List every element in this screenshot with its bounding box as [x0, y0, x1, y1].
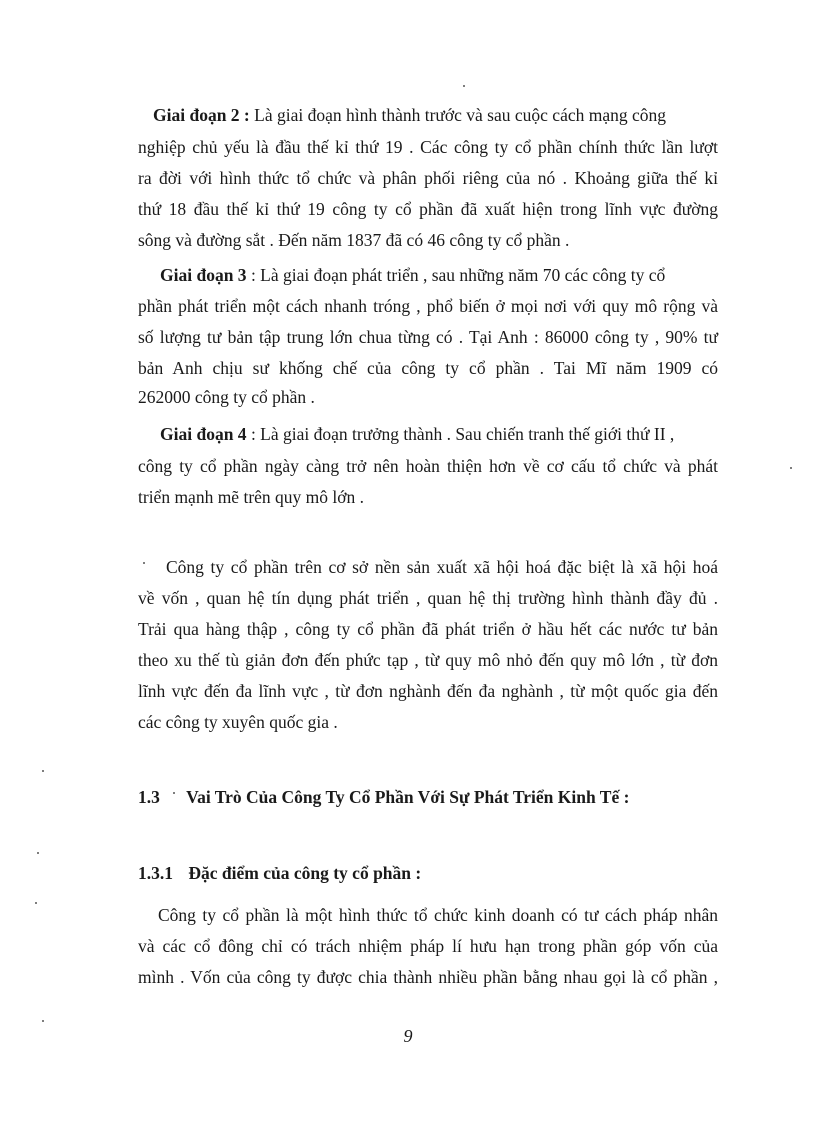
scan-speck: [173, 792, 175, 794]
scan-speck: [37, 852, 39, 854]
scan-speck: [463, 85, 465, 87]
stage2-text: Là giai đoạn hình thành trước và sau cuộc cách mạng công: [254, 105, 666, 125]
scan-speck: [42, 770, 44, 772]
stage3-line-2: phần phát triển một cách nhanh tróng , phổ biến ở mọi nơi với quy mô rộng và: [138, 296, 718, 316]
stage3-line-5: 262000 công ty cổ phần .: [138, 387, 315, 407]
summary-line-5: lĩnh vực đến đa lĩnh vực , từ đơn nghành đến đa nghành , từ một quốc gia đến: [138, 681, 718, 701]
stage4-line-2: công ty cổ phần ngày càng trở nên hoàn thiện hơn về cơ cấu tổ chức và phát: [138, 456, 718, 476]
summary-line-4: theo xu thế tù giản đơn đến phức tạp , từ quy mô nhỏ đến quy mô lớn , từ đơn: [138, 650, 718, 670]
stage4-line-1: [160, 423, 718, 445]
stage3-line-1: [160, 264, 718, 286]
summary-line-6: các công ty xuyên quốc gia .: [138, 712, 338, 732]
section-1-3-title: Vai Trò Của Công Ty Cổ Phần Với Sự Phát Triển Kinh Tế :: [186, 787, 630, 807]
stage2-line-2: nghiệp chủ yếu là đầu thế kỉ thứ 19 . Các công ty cổ phần chính thức lần lượt: [138, 137, 718, 157]
stage4-label: Giai đoạn 4: [160, 424, 247, 444]
stage2-label: Giai đoạn 2 :: [153, 105, 250, 125]
summary-line-2: về vốn , quan hệ tín dụng phát triển , quan hệ thị trường hình thành đầy đủ .: [138, 588, 718, 608]
section-1-3-number: 1.3: [138, 787, 160, 807]
features-line-3: mình . Vốn của công ty được chia thành nhiều phần bằng nhau gọi là cổ phần ,: [138, 967, 718, 987]
scan-speck: [790, 467, 792, 469]
scan-speck: [35, 902, 37, 904]
section-1-3-1-title: Đặc điểm của công ty cổ phần :: [188, 863, 422, 883]
stage4-line-3: triển mạnh mẽ trên quy mô lớn .: [138, 487, 365, 507]
stage3-line-3: số lượng tư bản tập trung lớn chua từng có . Tại Anh : 86000 công ty , 90% tư: [138, 327, 718, 347]
section-1-3-1-heading: [138, 862, 421, 884]
summary-line-3: Trải qua hàng thập , công ty cổ phần đã phát triển ở hầu hết các nước tư bản: [138, 619, 718, 639]
section-1-3-1-number: 1.3.1: [138, 863, 173, 883]
scan-speck: [42, 1020, 44, 1022]
page-number: 9: [403, 1026, 413, 1046]
stage3-label: Giai đoạn 3: [160, 265, 247, 285]
features-line-1: Công ty cổ phần là một hình thức tổ chức kinh doanh có tư cách pháp nhân: [158, 905, 718, 925]
summary-line-1: Công ty cổ phần trên cơ sở nền sản xuất xã hội hoá đặc biệt là xã hội hoá: [166, 557, 718, 577]
section-1-3-heading: [138, 786, 629, 808]
scan-speck: [143, 562, 145, 564]
features-line-2: và các cổ đông chỉ có trách nhiệm pháp lí hưu hạn trong phần góp vốn của: [138, 936, 718, 956]
stage2-line-4: thứ 18 đầu thế kỉ thứ 19 công ty cổ phần đã xuất hiện trong lĩnh vực đường: [138, 199, 718, 219]
stage3-text: : Là giai đoạn phát triển , sau những năm 70 các công ty cổ: [250, 265, 666, 285]
stage2-line-5: sông và đường sắt . Đến năm 1837 đã có 46 công ty cổ phần .: [138, 230, 570, 250]
stage2-line-3: ra đời với hình thức tổ chức và phân phối riêng của nó . Khoảng giữa thế kỉ: [138, 168, 718, 188]
stage2-line-1: [153, 104, 717, 126]
stage3-line-4: bản Anh chịu sư khống chế của công ty cổ phần . Tai Mĩ năm 1909 có: [138, 358, 718, 378]
stage4-text: : Là giai đoạn trưởng thành . Sau chiến tranh thế giới thứ II ,: [250, 424, 675, 444]
